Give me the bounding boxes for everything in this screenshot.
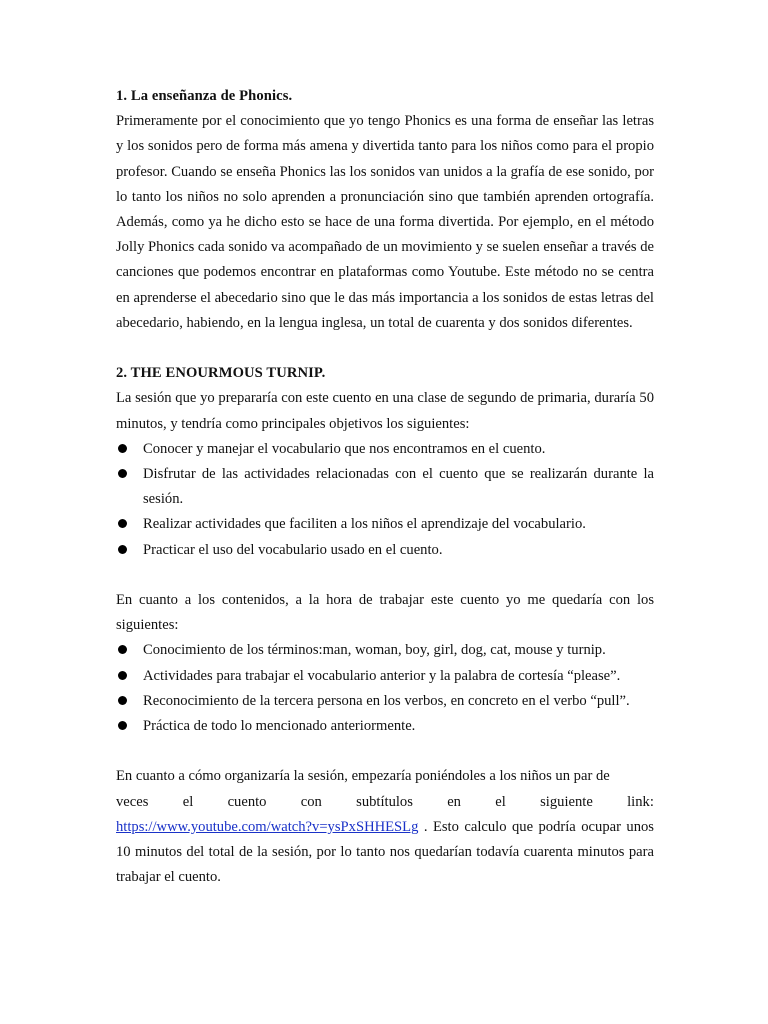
youtube-link[interactable]: https://www.youtube.com/watch?v=ysPxSHHESLg (116, 818, 419, 835)
list-item (116, 638, 654, 663)
objective-text: Realizar actividades que faciliten a los niños el aprendizaje del vocabulario. (143, 516, 586, 533)
bullet-icon (118, 444, 127, 453)
word: en (447, 793, 461, 810)
word: link: (627, 793, 654, 810)
objectives-list (116, 437, 654, 563)
spacer (116, 563, 654, 588)
spacer (116, 739, 654, 764)
section-2-intro: La sesión que yo prepararía con este cuento en una clase de segundo de primaria, duraría 50 minutos, y tendría como principales objetivos los siguientes: (116, 390, 654, 432)
bullet-icon (118, 645, 127, 654)
spacer (116, 336, 654, 361)
content-text: Actividades para trabajar el vocabulario anterior y la palabra de cortesía “please”. (143, 667, 621, 684)
organization-line-2 (116, 790, 654, 815)
word: veces (116, 793, 149, 810)
list-item (116, 689, 654, 714)
list-item (116, 664, 654, 689)
section-2-heading: 2. THE ENOURMOUS TURNIP. (116, 365, 326, 382)
objective-text: Practicar el uso del vocabulario usado en el cuento. (143, 541, 443, 558)
bullet-icon (118, 721, 127, 730)
organization-paragraph (116, 764, 654, 890)
organization-line-1: En cuanto a cómo organizaría la sesión, empezaría poniéndoles a los niños un par de (116, 768, 610, 785)
section-1-paragraph: Primeramente por el conocimiento que yo tengo Phonics es una forma de enseñar las letras y los sonidos pero de forma más amena y divertida tanto para los niños como para el propio profesor. Cuando se enseña Phonics las los sonidos van unidos a la grafía de ese sonido, por lo tanto los niños no solo aprenden a pronunciación sino que también aprenden ortografía. Además, como ya he dicho esto se hace de una forma divertida. Por ejemplo, en el método Jolly Phonics cada sonido va acompañado de un movimiento y se suelen enseñar a través de canciones que podemos encontrar en plataformas como Youtube. Este método no se centra en aprenderse el abecedario sino que le das más importancia a los sonidos de estas letras del abecedario, habiendo, en la lengua inglesa, un total de cuarenta y dos sonidos diferentes. (116, 113, 654, 331)
bullet-icon (118, 671, 127, 680)
objective-text: Disfrutar de las actividades relacionadas con el cuento que se realizarán durante la sesión. (143, 466, 654, 508)
bullet-icon (118, 545, 127, 554)
word: cuento (227, 793, 267, 810)
bullet-icon (118, 696, 127, 705)
list-item (116, 538, 654, 563)
content-text: Reconocimiento de la tercera persona en los verbos, en concreto en el verbo “pull”. (143, 692, 630, 709)
list-item (116, 714, 654, 739)
contents-intro: En cuanto a los contenidos, a la hora de trabajar este cuento yo me quedaría con los siguientes: (116, 592, 654, 634)
list-item (116, 512, 654, 537)
word: subtítulos (356, 793, 413, 810)
document-page (116, 84, 654, 890)
word: con (300, 793, 322, 810)
organization-rest (116, 815, 654, 891)
content-text: Conocimiento de los términos:man, woman, boy, girl, dog, cat, mouse y turnip. (143, 642, 606, 659)
section-1-heading: 1. La enseñanza de Phonics. (116, 88, 293, 104)
word: el (182, 793, 194, 810)
word: el (495, 793, 506, 810)
content-text: Práctica de todo lo mencionado anteriormente. (143, 718, 416, 735)
organization-after-link: . Esto calculo que podría ocupar unos 10 minutos del total de la sesión, por lo tanto nos quedarían todavía cuarenta minutos para trabajar el cuento. (116, 818, 654, 886)
objective-text: Conocer y manejar el vocabulario que nos encontramos en el cuento. (143, 440, 546, 457)
bullet-icon (118, 519, 127, 528)
word: siguiente (540, 793, 593, 810)
list-item (116, 462, 654, 512)
list-item (116, 437, 654, 462)
contents-list (116, 638, 654, 739)
bullet-icon (118, 469, 127, 478)
